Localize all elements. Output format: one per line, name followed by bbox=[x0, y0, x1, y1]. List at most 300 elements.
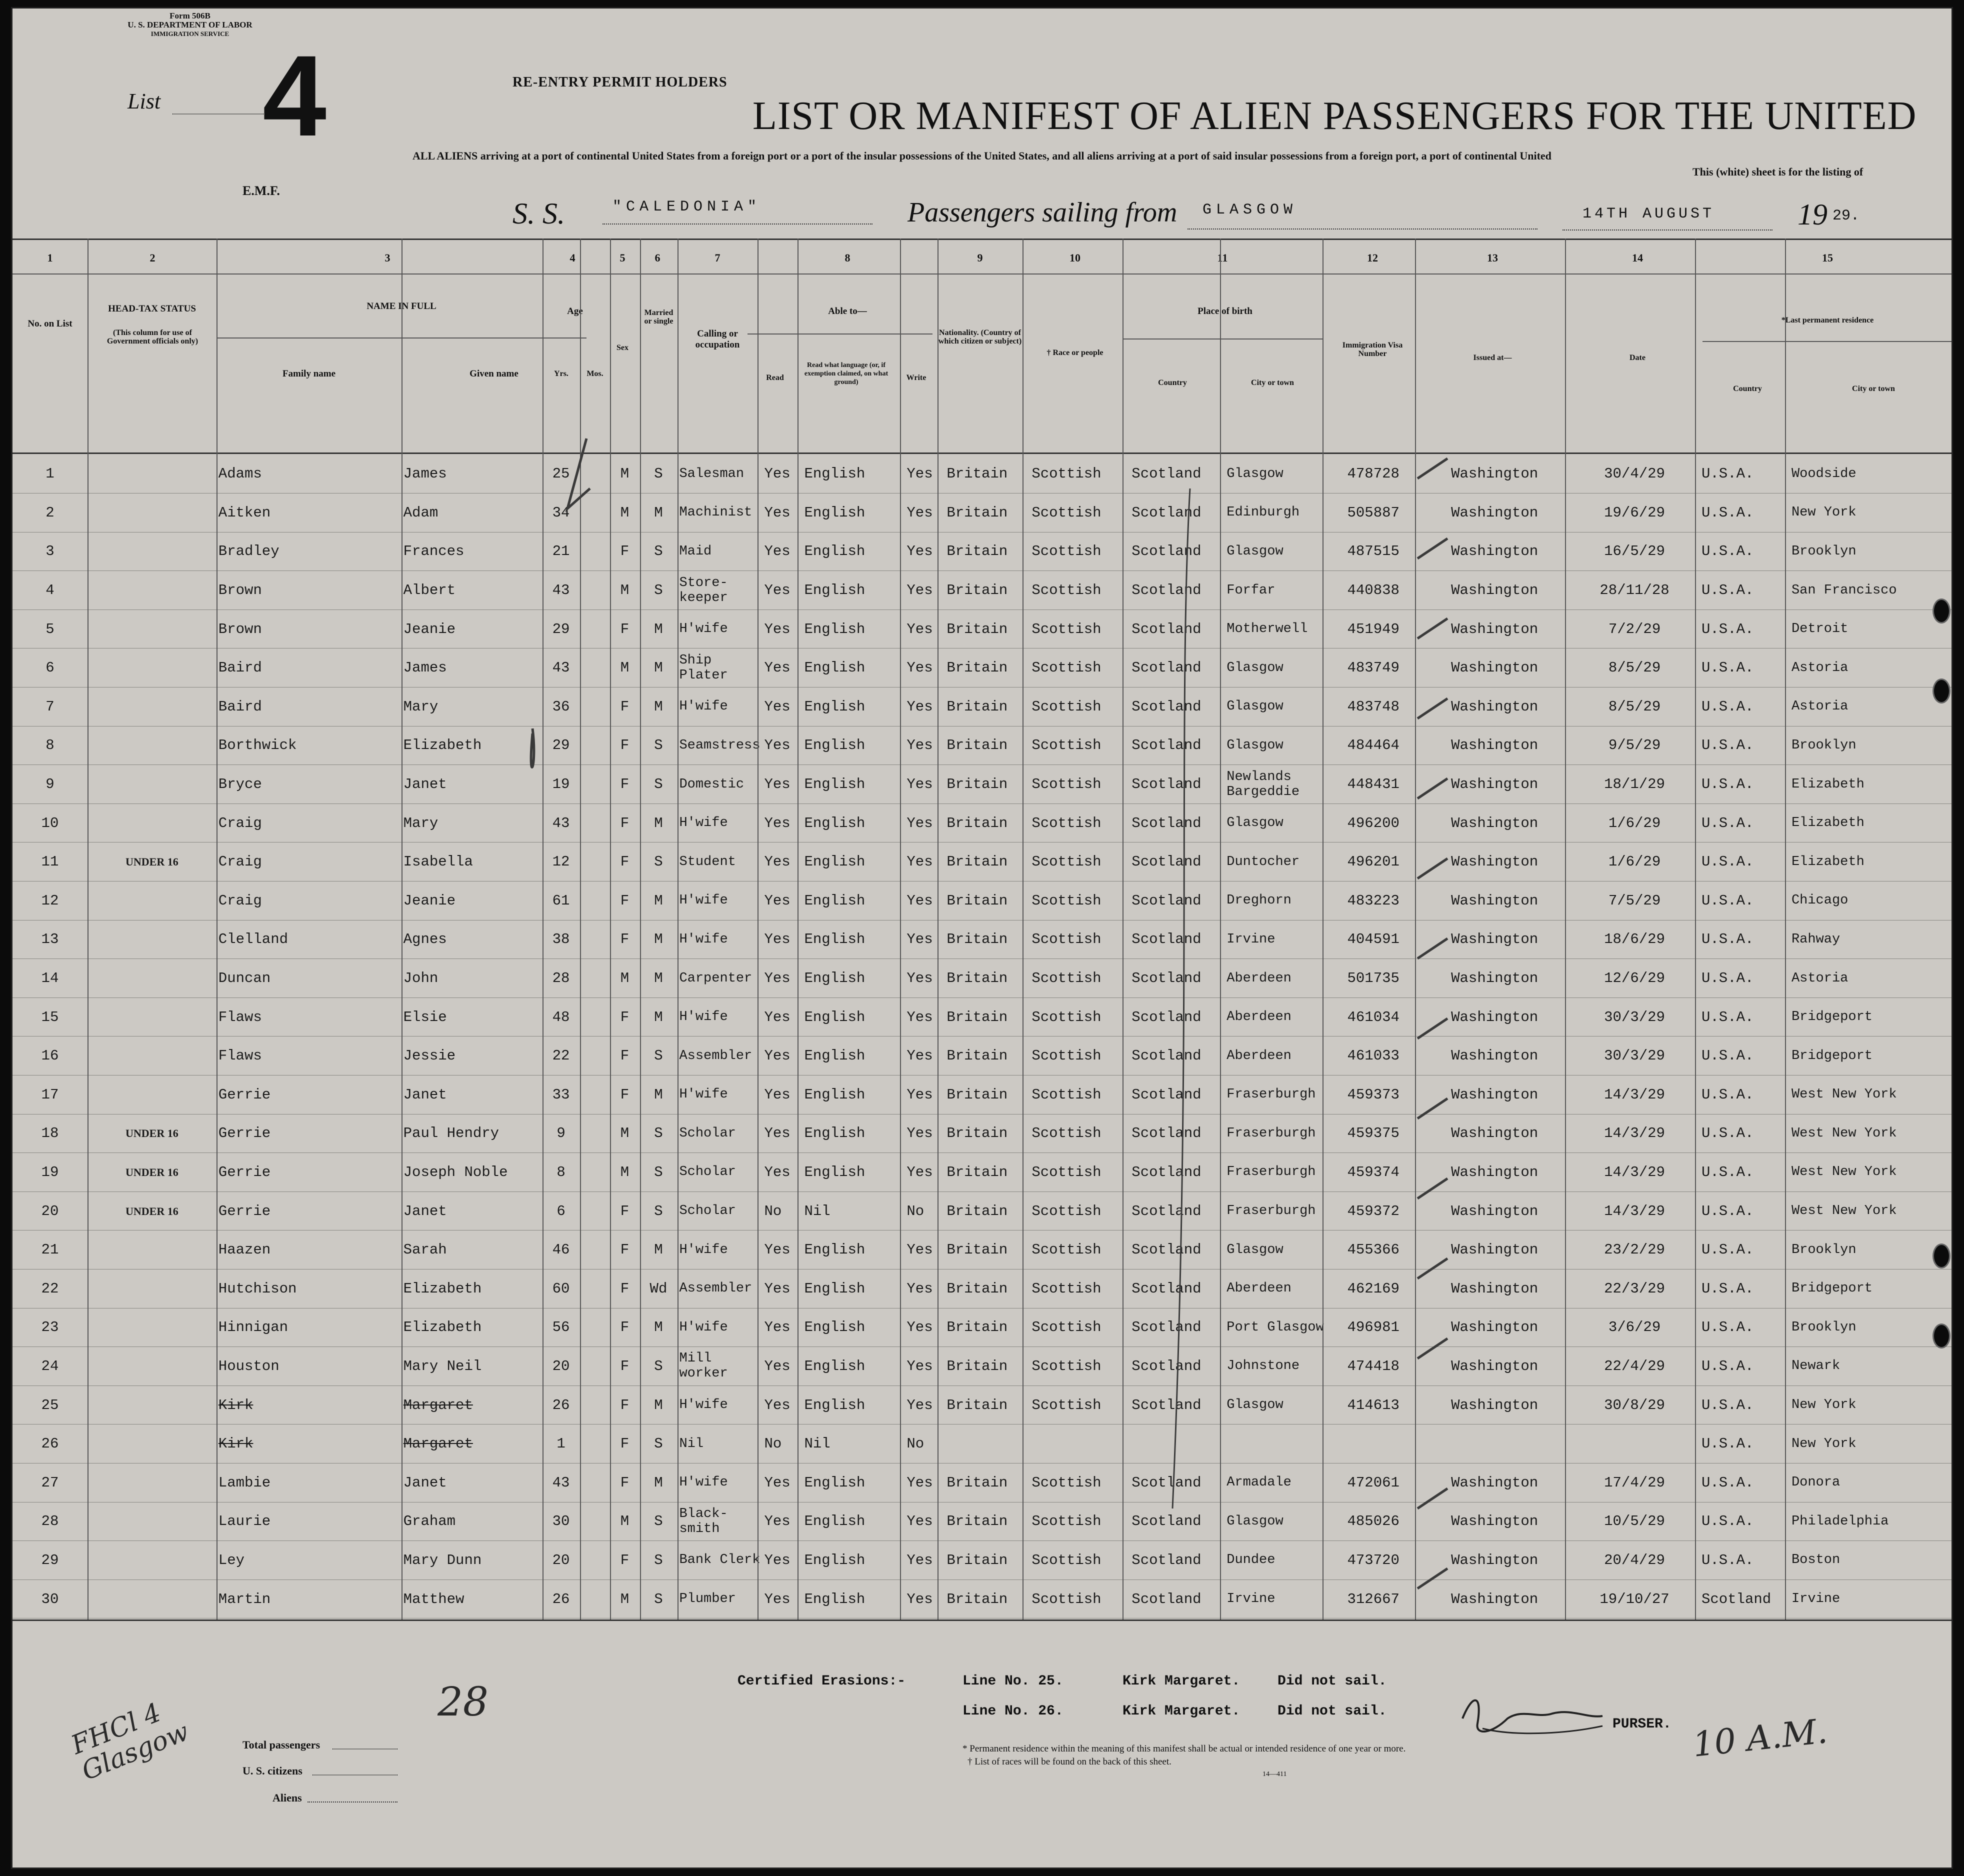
ship-name: "CALEDONIA" bbox=[612, 198, 762, 216]
birth-city-cell bbox=[1224, 648, 1327, 688]
residence-city-cell bbox=[1790, 804, 1952, 842]
residence-country: U.S.A. bbox=[1701, 1048, 1754, 1064]
family-name-cell bbox=[216, 1386, 402, 1424]
residence-country: U.S.A. bbox=[1701, 620, 1754, 638]
can-read-cell bbox=[762, 1114, 802, 1153]
visa-number: 455366 bbox=[1347, 1242, 1400, 1258]
residence-country: U.S.A. bbox=[1701, 1164, 1754, 1180]
age-months-cell bbox=[580, 648, 610, 688]
given-name: Elizabeth bbox=[403, 737, 482, 754]
birth-country-cell bbox=[1130, 959, 1224, 998]
nationality: Britain bbox=[946, 1125, 1008, 1142]
birth-country: Scotland bbox=[1132, 1008, 1202, 1026]
birth-country-cell bbox=[1130, 610, 1224, 648]
can-read-cell bbox=[762, 882, 802, 920]
family-name-cell bbox=[216, 959, 402, 998]
given-name: Mary bbox=[403, 814, 438, 832]
can-read-cell bbox=[762, 1036, 802, 1076]
given-name: Jeanie bbox=[403, 620, 456, 638]
visa-number-cell bbox=[1327, 648, 1420, 688]
visa-number-cell bbox=[1327, 571, 1420, 610]
handwritten-note-right: 10 A.M. bbox=[1690, 1712, 1830, 1765]
issue-date: 8/5/29 bbox=[1608, 660, 1661, 676]
read-language-cell bbox=[802, 1347, 904, 1386]
nationality-cell bbox=[944, 610, 1030, 648]
given-name-cell bbox=[402, 1424, 542, 1464]
can-read-cell bbox=[762, 1192, 802, 1230]
sex: F bbox=[620, 1436, 630, 1452]
can-write-cell bbox=[904, 882, 944, 920]
age-months-cell bbox=[580, 959, 610, 998]
read-language: English bbox=[804, 1164, 866, 1180]
can-read-cell bbox=[762, 1347, 802, 1386]
residence-country-cell bbox=[1700, 532, 1790, 571]
occupation: Plumber bbox=[679, 1592, 736, 1607]
issued-at: Washington bbox=[1451, 1164, 1538, 1180]
issue-date-cell bbox=[1570, 1230, 1700, 1270]
race-cell bbox=[1030, 1076, 1130, 1114]
race: Scottish bbox=[1032, 1474, 1102, 1491]
age-months-cell bbox=[580, 1424, 610, 1464]
family-name-cell bbox=[216, 1308, 402, 1347]
race: Scottish bbox=[1032, 970, 1102, 987]
can-read: Yes bbox=[764, 1164, 790, 1180]
issue-date-cell bbox=[1570, 1386, 1700, 1424]
nationality: Britain bbox=[946, 1164, 1008, 1180]
punch-hole bbox=[1932, 1244, 1950, 1268]
can-read-cell bbox=[762, 1580, 802, 1618]
occupation-cell bbox=[677, 1386, 762, 1424]
age-months-cell bbox=[580, 1153, 610, 1192]
occupation-cell bbox=[677, 1580, 762, 1618]
row-number: 3 bbox=[46, 543, 54, 560]
age-months-cell bbox=[580, 765, 610, 804]
head-tax-status-cell bbox=[88, 842, 216, 882]
can-write-cell bbox=[904, 494, 944, 532]
issued-at-cell bbox=[1420, 571, 1570, 610]
issue-date-cell bbox=[1570, 1347, 1700, 1386]
family-name: Hutchison bbox=[218, 1280, 297, 1297]
visa-number-cell bbox=[1327, 882, 1420, 920]
can-write-cell bbox=[904, 1192, 944, 1230]
row-number-cell bbox=[12, 1269, 88, 1308]
sex: M bbox=[620, 466, 630, 482]
can-write: Yes bbox=[906, 466, 933, 482]
read-language-cell bbox=[802, 1230, 904, 1270]
aliens-label: Aliens bbox=[272, 1792, 302, 1804]
birth-city-cell bbox=[1224, 1424, 1327, 1464]
race-cell bbox=[1030, 494, 1130, 532]
can-read-cell bbox=[762, 765, 802, 804]
issued-at-cell bbox=[1420, 1076, 1570, 1114]
sex: M bbox=[620, 1125, 630, 1142]
row-number-cell bbox=[12, 1192, 88, 1230]
read-language-cell bbox=[802, 1424, 904, 1464]
column-number: 13 bbox=[1487, 252, 1498, 264]
residence-city: San Francisco bbox=[1791, 582, 1897, 598]
residence-country-cell bbox=[1700, 842, 1790, 882]
age-years-cell bbox=[542, 1502, 580, 1541]
age-years-cell bbox=[542, 1230, 580, 1270]
row-number: 30 bbox=[41, 1590, 59, 1608]
issued-at: Washington bbox=[1451, 1202, 1538, 1220]
birth-city: Glasgow bbox=[1226, 544, 1284, 559]
row-number: 1 bbox=[46, 466, 54, 482]
residence-country: U.S.A. bbox=[1701, 698, 1754, 715]
occupation-cell bbox=[677, 959, 762, 998]
can-write: Yes bbox=[906, 660, 933, 676]
birth-city-cell bbox=[1224, 804, 1327, 842]
visa-number-cell bbox=[1327, 765, 1420, 804]
marital-status: S bbox=[654, 1513, 663, 1530]
race-cell bbox=[1030, 1036, 1130, 1076]
can-read-cell bbox=[762, 1463, 802, 1502]
birth-country: Scotland bbox=[1132, 582, 1202, 599]
can-read: Yes bbox=[764, 931, 790, 948]
row-number: 16 bbox=[41, 1048, 59, 1064]
age-years-cell bbox=[542, 1114, 580, 1153]
visa-number: 474418 bbox=[1347, 1358, 1400, 1374]
issue-date-cell bbox=[1570, 688, 1700, 726]
row-number: 26 bbox=[41, 1436, 59, 1452]
can-write-cell bbox=[904, 1076, 944, 1114]
row-number: 13 bbox=[41, 931, 59, 948]
family-name-cell bbox=[216, 1269, 402, 1308]
birth-country-cell bbox=[1130, 1502, 1224, 1541]
birth-country-cell bbox=[1130, 1424, 1224, 1464]
sex: F bbox=[620, 543, 630, 560]
age-months-cell bbox=[580, 920, 610, 959]
nationality: Britain bbox=[946, 504, 1008, 521]
can-read: Yes bbox=[764, 970, 790, 987]
family-name: Flaws bbox=[218, 1048, 262, 1064]
birth-city: Newlands Bargeddie bbox=[1226, 769, 1300, 800]
issued-at-cell bbox=[1420, 920, 1570, 959]
visa-number: 461034 bbox=[1347, 1008, 1400, 1026]
nationality: Britain bbox=[946, 582, 1008, 599]
read-language-cell bbox=[802, 1036, 904, 1076]
can-write-cell bbox=[904, 804, 944, 842]
can-write-cell bbox=[904, 1347, 944, 1386]
age-months-cell bbox=[580, 1308, 610, 1347]
can-write-cell bbox=[904, 1308, 944, 1347]
head-tax-status-cell bbox=[88, 882, 216, 920]
given-name-cell bbox=[402, 1036, 542, 1076]
can-write: Yes bbox=[906, 1164, 933, 1180]
marital-status: M bbox=[654, 660, 663, 676]
sex: F bbox=[620, 854, 630, 870]
visa-number-cell bbox=[1327, 1347, 1420, 1386]
occupation-cell bbox=[677, 1347, 762, 1386]
row-number: 18 bbox=[41, 1125, 59, 1142]
issued-at: Washington bbox=[1451, 1590, 1538, 1608]
occupation-cell bbox=[677, 1308, 762, 1347]
age-years-cell bbox=[542, 1541, 580, 1580]
issue-date: 18/6/29 bbox=[1604, 931, 1665, 948]
given-name-cell bbox=[402, 765, 542, 804]
read-language: English bbox=[804, 776, 866, 793]
column-rule bbox=[900, 238, 901, 1620]
can-write: Yes bbox=[906, 814, 933, 832]
read-language-cell bbox=[802, 1153, 904, 1192]
residence-city: Newark bbox=[1791, 1358, 1840, 1374]
row-number-cell bbox=[12, 1076, 88, 1114]
punch-hole bbox=[1932, 1324, 1950, 1348]
issue-date-cell bbox=[1570, 1502, 1700, 1541]
row-number: 17 bbox=[41, 1086, 59, 1103]
birth-city: Johnstone bbox=[1226, 1358, 1300, 1374]
row-number-cell bbox=[12, 1386, 88, 1424]
visa-number-cell bbox=[1327, 1230, 1420, 1270]
table-row bbox=[12, 1347, 1952, 1386]
issue-date: 30/3/29 bbox=[1604, 1008, 1665, 1026]
birth-city: Armadale bbox=[1226, 1475, 1292, 1490]
col-family-name: Family name bbox=[282, 368, 336, 379]
col-birth-country: Country bbox=[1158, 378, 1187, 387]
can-read: Yes bbox=[764, 854, 790, 870]
age-years: 28 bbox=[552, 970, 570, 987]
residence-country-cell bbox=[1700, 998, 1790, 1036]
residence-country-cell bbox=[1700, 1308, 1790, 1347]
race: Scottish bbox=[1032, 1086, 1102, 1103]
visa-number: 483749 bbox=[1347, 660, 1400, 676]
given-name-cell bbox=[402, 1541, 542, 1580]
footer-rule bbox=[12, 1620, 1953, 1621]
family-name: Gerrie bbox=[218, 1086, 271, 1103]
occupation-cell bbox=[677, 842, 762, 882]
birth-country-cell bbox=[1130, 765, 1224, 804]
birth-subrule bbox=[1122, 338, 1322, 340]
given-name-cell bbox=[402, 494, 542, 532]
row-number-cell bbox=[12, 688, 88, 726]
issue-date: 18/1/29 bbox=[1604, 776, 1665, 793]
residence-country: U.S.A. bbox=[1701, 1552, 1754, 1568]
service: IMMIGRATION SERVICE bbox=[150, 30, 230, 38]
sex-cell bbox=[610, 1347, 640, 1386]
issued-at-cell bbox=[1420, 959, 1570, 998]
occupation-cell bbox=[677, 726, 762, 765]
nationality: Britain bbox=[946, 892, 1008, 909]
col-no-on-list: No. on List bbox=[28, 318, 72, 329]
read-language-cell bbox=[802, 1580, 904, 1618]
sex-cell bbox=[610, 1036, 640, 1076]
birth-city-cell bbox=[1224, 920, 1327, 959]
family-name-cell bbox=[216, 1076, 402, 1114]
race: Scottish bbox=[1032, 620, 1102, 638]
occupation-cell bbox=[677, 610, 762, 648]
table-row bbox=[12, 1269, 1952, 1308]
age-years-cell bbox=[542, 1347, 580, 1386]
residence-city: Rahway bbox=[1791, 932, 1840, 947]
column-rule bbox=[1122, 238, 1124, 1620]
birth-country: Scotland bbox=[1132, 660, 1202, 676]
sex-cell bbox=[610, 1308, 640, 1347]
sex-cell bbox=[610, 1269, 640, 1308]
family-name-cell bbox=[216, 726, 402, 765]
row-number-cell bbox=[12, 920, 88, 959]
occupation-cell bbox=[677, 688, 762, 726]
marital-status-cell bbox=[640, 804, 677, 842]
family-name-cell bbox=[216, 1230, 402, 1270]
sex-cell bbox=[610, 882, 640, 920]
visa-number: 440838 bbox=[1347, 582, 1400, 599]
sex-cell bbox=[610, 1230, 640, 1270]
race-cell bbox=[1030, 1153, 1130, 1192]
nationality: Britain bbox=[946, 466, 1008, 482]
family-name: Kirk bbox=[218, 1396, 254, 1414]
row-number-cell bbox=[12, 1036, 88, 1076]
family-name-cell bbox=[216, 610, 402, 648]
occupation: Bank Clerk bbox=[679, 1552, 760, 1568]
marital-status: M bbox=[654, 1396, 663, 1414]
can-write-cell bbox=[904, 532, 944, 571]
issued-at: Washington bbox=[1451, 1513, 1538, 1530]
family-name-cell bbox=[216, 1463, 402, 1502]
issued-at: Washington bbox=[1451, 620, 1538, 638]
column-rule bbox=[1565, 238, 1566, 1620]
read-language-cell bbox=[802, 532, 904, 571]
birth-city-cell bbox=[1224, 1192, 1327, 1230]
table-row bbox=[12, 998, 1952, 1036]
marital-status: S bbox=[654, 1590, 663, 1608]
occupation-cell bbox=[677, 1269, 762, 1308]
family-name: Craig bbox=[218, 892, 262, 909]
issued-at-cell bbox=[1420, 1463, 1570, 1502]
sex-cell bbox=[610, 1424, 640, 1464]
read-language: English bbox=[804, 854, 866, 870]
occupation: Ship Plater bbox=[679, 652, 728, 683]
sex: F bbox=[620, 1202, 630, 1220]
table-row bbox=[12, 1424, 1952, 1464]
occupation-cell bbox=[677, 1076, 762, 1114]
can-read: Yes bbox=[764, 814, 790, 832]
race-cell bbox=[1030, 1580, 1130, 1618]
residence-country: U.S.A. bbox=[1701, 504, 1754, 521]
marital-status-cell bbox=[640, 842, 677, 882]
given-name-cell bbox=[402, 804, 542, 842]
residence-city: West New York bbox=[1791, 1204, 1897, 1219]
emf-code: E.M.F. bbox=[242, 184, 280, 198]
race: Scottish bbox=[1032, 1590, 1102, 1608]
sex-cell bbox=[610, 688, 640, 726]
nationality: Britain bbox=[946, 1552, 1008, 1568]
row-number: 10 bbox=[41, 814, 59, 832]
issued-at: Washington bbox=[1451, 660, 1538, 676]
header-top-rule bbox=[12, 238, 1953, 240]
race-cell bbox=[1030, 688, 1130, 726]
residence-country-cell bbox=[1700, 688, 1790, 726]
head-tax-status-cell bbox=[88, 688, 216, 726]
marital-status-cell bbox=[640, 688, 677, 726]
residence-city-cell bbox=[1790, 1308, 1952, 1347]
nationality: Britain bbox=[946, 737, 1008, 754]
birth-city: Glasgow bbox=[1226, 466, 1284, 482]
visa-number-cell bbox=[1327, 1541, 1420, 1580]
residence-city: Bridgeport bbox=[1791, 1281, 1872, 1296]
given-name-cell bbox=[402, 842, 542, 882]
marital-status: M bbox=[654, 620, 663, 638]
residence-city-cell bbox=[1790, 1386, 1952, 1424]
issue-date: 30/3/29 bbox=[1604, 1048, 1665, 1064]
row-number: 6 bbox=[46, 660, 54, 676]
read-language: Nil bbox=[804, 1202, 830, 1220]
marital-status: S bbox=[654, 1552, 663, 1568]
issue-date-cell bbox=[1570, 726, 1700, 765]
column-number: 6 bbox=[654, 252, 660, 264]
read-language-cell bbox=[802, 571, 904, 610]
issue-date-cell bbox=[1570, 765, 1700, 804]
nationality-cell bbox=[944, 454, 1030, 494]
given-name-cell bbox=[402, 1269, 542, 1308]
col-calling: Calling or occupation bbox=[695, 328, 740, 350]
residence-city-cell bbox=[1790, 1502, 1952, 1541]
row-number-cell bbox=[12, 1308, 88, 1347]
marital-status: M bbox=[654, 1319, 663, 1336]
issued-at-cell bbox=[1420, 1502, 1570, 1541]
issue-date: 3/6/29 bbox=[1608, 1319, 1661, 1336]
port-name: GLASGOW bbox=[1202, 202, 1298, 218]
issue-date-cell bbox=[1570, 610, 1700, 648]
age-months-cell bbox=[580, 1386, 610, 1424]
race: Scottish bbox=[1032, 1125, 1102, 1142]
age-months-cell bbox=[580, 1347, 610, 1386]
birth-country: Scotland bbox=[1132, 620, 1202, 638]
residence-country: U.S.A. bbox=[1701, 1436, 1754, 1452]
given-name: James bbox=[403, 466, 447, 482]
sex: M bbox=[620, 1164, 630, 1180]
residence-city-cell bbox=[1790, 1463, 1952, 1502]
occupation: Scholar bbox=[679, 1204, 736, 1219]
family-name: Brown bbox=[218, 620, 262, 638]
nationality: Britain bbox=[946, 620, 1008, 638]
race-cell bbox=[1030, 571, 1130, 610]
nationality-cell bbox=[944, 804, 1030, 842]
can-write: Yes bbox=[906, 1319, 933, 1336]
col-read: Read bbox=[766, 374, 784, 382]
can-write: Yes bbox=[906, 1552, 933, 1568]
sex-cell bbox=[610, 842, 640, 882]
can-write: Yes bbox=[906, 1280, 933, 1297]
head-tax-status: UNDER 16 bbox=[125, 1204, 178, 1218]
issued-at-cell bbox=[1420, 688, 1570, 726]
read-language: English bbox=[804, 660, 866, 676]
age-months-cell bbox=[580, 842, 610, 882]
given-name-cell bbox=[402, 1308, 542, 1347]
column-number: 4 bbox=[570, 252, 576, 264]
given-name: Janet bbox=[403, 1474, 447, 1491]
residence-city: Elizabeth bbox=[1791, 854, 1864, 870]
col-race: † Race or people bbox=[1046, 348, 1104, 357]
visa-number: 484464 bbox=[1347, 737, 1400, 754]
age-months-cell bbox=[580, 1463, 610, 1502]
given-name-cell bbox=[402, 998, 542, 1036]
race: Scottish bbox=[1032, 1280, 1102, 1297]
issue-date-cell bbox=[1570, 882, 1700, 920]
can-write: Yes bbox=[906, 582, 933, 599]
residence-city: Elizabeth bbox=[1791, 776, 1864, 792]
occupation: Black-smith bbox=[679, 1506, 728, 1536]
sex-cell bbox=[610, 920, 640, 959]
given-name: Margaret bbox=[403, 1436, 473, 1452]
given-name: Elizabeth bbox=[403, 1319, 482, 1336]
table-row bbox=[12, 959, 1952, 998]
birth-city-cell bbox=[1224, 1269, 1327, 1308]
birth-city-cell bbox=[1224, 998, 1327, 1036]
can-read: Yes bbox=[764, 620, 790, 638]
age-months-cell bbox=[580, 804, 610, 842]
sex: F bbox=[620, 698, 630, 715]
age-years: 43 bbox=[552, 1474, 570, 1491]
